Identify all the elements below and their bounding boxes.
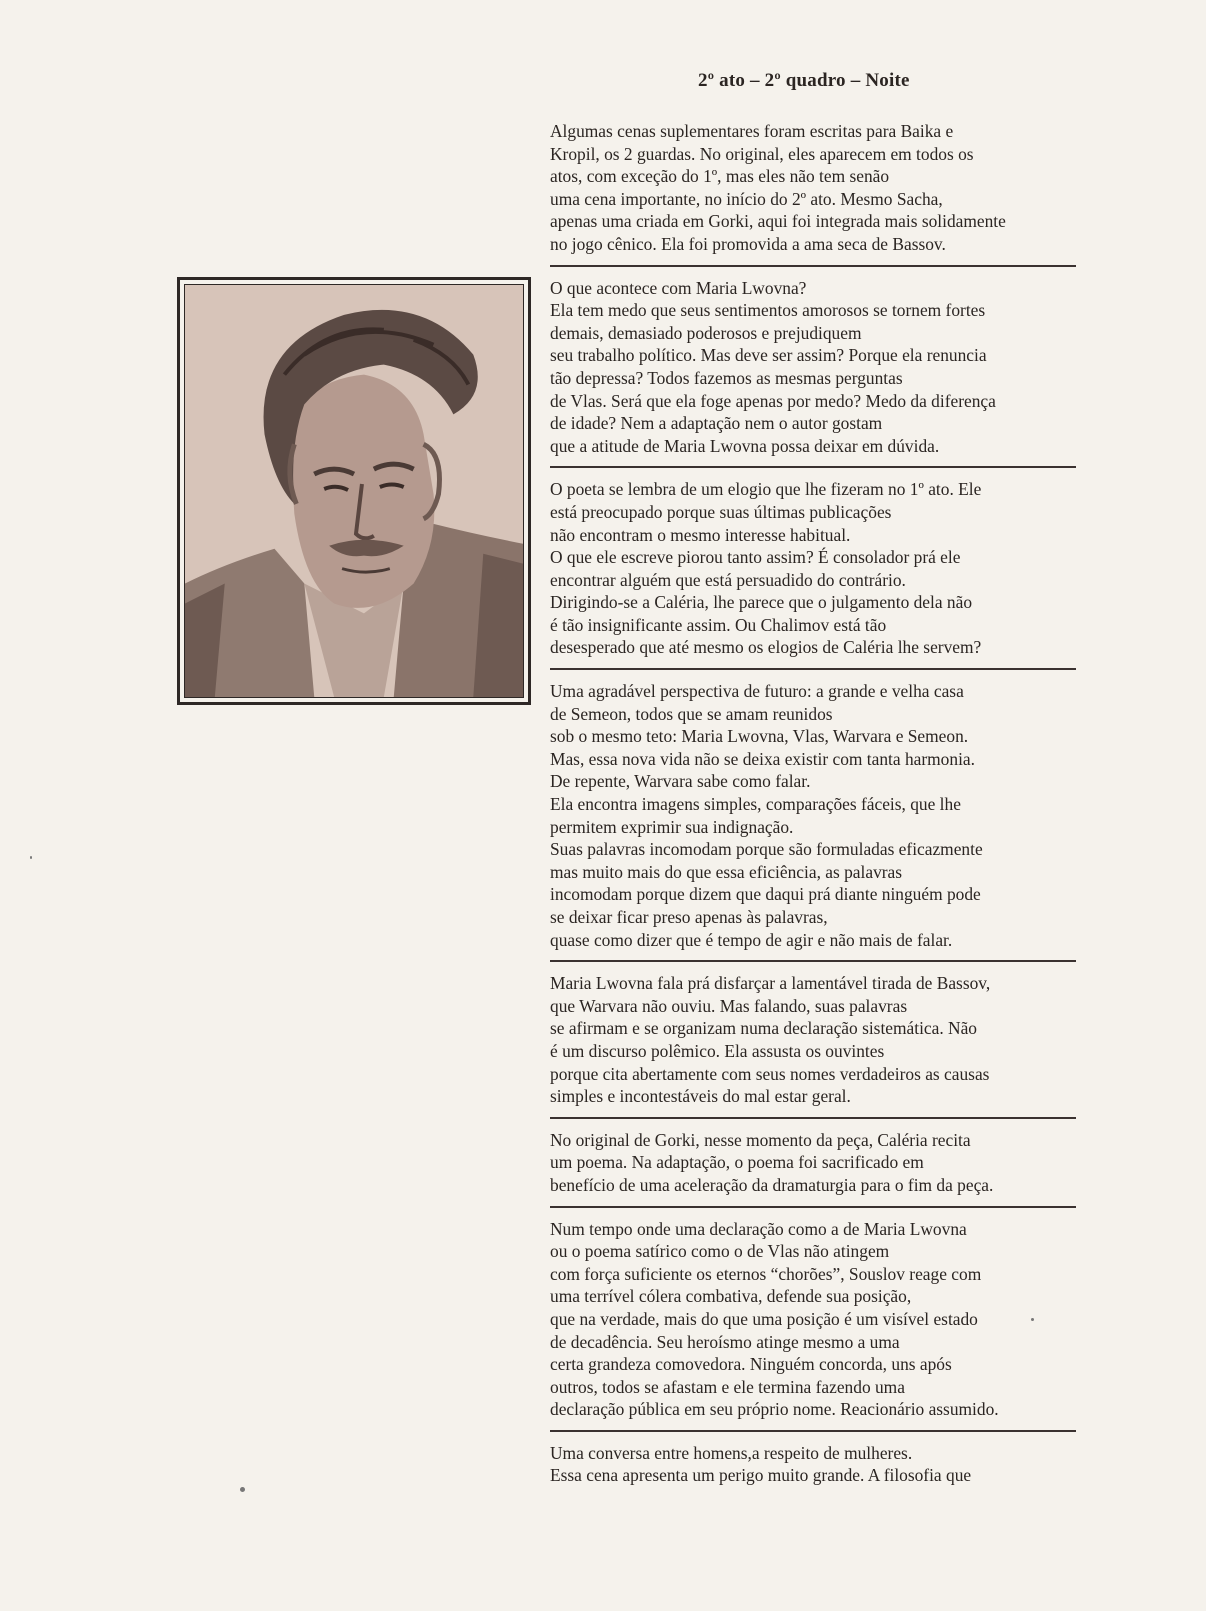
text-line: no jogo cênico. Ela foi promovida a ama seca de Bassov. [550,233,946,254]
text-section [550,277,1080,458]
section-divider [550,1206,1076,1208]
text-line: porque cita abertamente com seus nomes verdadeiros as causas [550,1063,990,1084]
text-section [550,478,1080,659]
text-line: Suas palavras incomodam porque são formuladas eficazmente [550,839,983,860]
text-line: O que ele escreve piorou tanto assim? É consolador prá ele [550,547,961,568]
text-line: sob o mesmo teto: Maria Lwovna, Vlas, Warvara e Semeon. [550,726,969,747]
text-line: se afirmam e se organizam numa declaração sistemática. Não [550,1018,978,1039]
text-line: No original de Gorki, nesse momento da peça, Caléria recita [550,1129,971,1150]
text-line: ou o poema satírico como o de Vlas não atingem [550,1241,890,1262]
text-section [550,680,1080,951]
text-line: O que acontece com Maria Lwovna? [550,277,807,298]
text-line: seu trabalho político. Mas deve ser assim? Porque ela renuncia [550,345,987,366]
gorki-portrait-illustration [184,284,524,698]
text-section [550,120,1080,256]
text-line: não encontram o mesmo interesse habitual. [550,524,851,545]
text-line: quase como dizer que é tempo de agir e não mais de falar. [550,929,953,950]
text-line: é tão insignificante assim. Ou Chalimov está tão [550,614,887,635]
text-line: Essa cena apresenta um perigo muito grande. A filosofia que [550,1465,972,1486]
text-line: tão depressa? Todos fazemos as mesmas perguntas [550,367,903,388]
text-line: O poeta se lembra de um elogio que lhe fizeram no 1º ato. Ele [550,479,982,500]
text-section [550,972,1080,1108]
text-line: com força suficiente os eternos “chorões”, Souslov reage com [550,1263,982,1284]
text-section [550,1442,1080,1487]
text-line: outros, todos se afastam e ele termina fazendo uma [550,1376,905,1397]
section-divider [550,668,1076,670]
text-line: encontrar alguém que está persuadido do contrário. [550,569,906,590]
text-line: apenas uma criada em Gorki, aqui foi integrada mais solidamente [550,211,1006,232]
paper-speck [30,856,32,859]
text-line: De repente, Warvara sabe como falar. [550,771,811,792]
text-line: de Vlas. Será que ela foge apenas por medo? Medo da diferença [550,390,996,411]
text-line: desesperado que até mesmo os elogios de Caléria lhe servem? [550,637,982,658]
text-line: Mas, essa nova vida não se deixa existir com tanta harmonia. [550,748,975,769]
text-line: um poema. Na adaptação, o poema foi sacrificado em [550,1152,924,1173]
text-line: de idade? Nem a adaptação nem o autor gostam [550,413,883,434]
paper-speck [1031,1318,1034,1321]
text-line: Ela tem medo que seus sentimentos amorosos se tornem fortes [550,300,986,321]
text-line: certa grandeza comovedora. Ninguém concorda, uns após [550,1354,952,1375]
text-line: Num tempo onde uma declaração como a de Maria Lwovna [550,1218,967,1239]
text-line: se deixar ficar preso apenas às palavras, [550,907,828,927]
text-line: incomodam porque dizem que daqui prá diante ninguém pode [550,884,981,905]
text-line: de Semeon, todos que se amam reunidos [550,703,833,724]
text-line: uma terrível cólera combativa, defende sua posição, [550,1286,912,1307]
text-line: Maria Lwovna fala prá disfarçar a lamentável tirada de Bassov, [550,973,991,994]
section-divider [550,1430,1076,1432]
paper-speck [240,1487,245,1492]
text-column [550,120,1080,1487]
text-line: está preocupado porque suas últimas publicações [550,501,892,522]
text-line: Uma conversa entre homens,a respeito de mulheres. [550,1442,913,1463]
text-line: Algumas cenas suplementares foram escritas para Baika e [550,121,954,141]
text-line: permitem exprimir sua indignação. [550,816,794,837]
text-line: Dirigindo-se a Caléria, lhe parece que o julgamento dela não [550,592,973,613]
text-line: simples e incontestáveis do mal estar geral. [550,1086,851,1107]
text-line: Kropil, os 2 guardas. No original, eles aparecem em todos os [550,143,974,164]
text-section [550,1218,1080,1421]
section-divider [550,960,1076,962]
text-line: benefício de uma aceleração da dramaturgia para o fim da peça. [550,1174,994,1195]
text-line: declaração pública em seu próprio nome. Reacionário assumido. [550,1399,999,1420]
text-line: atos, com exceção do 1º, mas eles não tem senão [550,166,890,187]
text-section [550,1129,1080,1197]
section-divider [550,466,1076,468]
section-divider [550,1117,1076,1119]
text-line: uma cena importante, no início do 2º ato. Mesmo Sacha, [550,188,943,209]
portrait-frame [177,277,531,705]
page-heading: 2º ato – 2º quadro – Noite [698,70,910,91]
text-line: que Warvara não ouviu. Mas falando, suas palavras [550,995,908,1016]
text-line: de decadência. Seu heroísmo atinge mesmo a uma [550,1331,900,1352]
text-line: que a atitude de Maria Lwovna possa deixar em dúvida. [550,435,940,456]
text-line: que na verdade, mais do que uma posição é um visível estado [550,1308,978,1329]
text-line: Uma agradável perspectiva de futuro: a grande e velha casa [550,681,964,702]
portrait-drawing [185,285,523,697]
text-line: mas muito mais do que essa eficiência, as palavras [550,861,903,882]
section-divider [550,265,1076,267]
text-line: demais, demasiado poderosos e prejudiquem [550,322,862,343]
text-line: é um discurso polêmico. Ela assusta os ouvintes [550,1040,885,1061]
text-line: Ela encontra imagens simples, comparações fáceis, que lhe [550,794,961,815]
